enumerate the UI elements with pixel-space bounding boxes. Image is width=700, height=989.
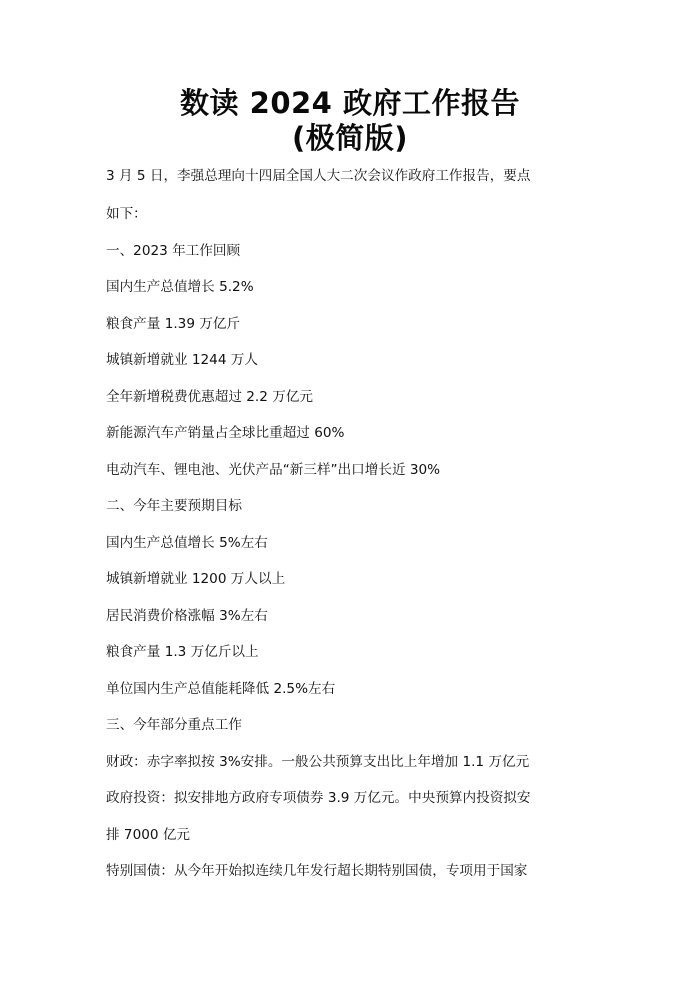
section-heading-targets: 二、今年主要预期目标 (106, 498, 242, 514)
list-item: 居民消费价格涨幅 3%左右 (106, 608, 268, 624)
list-item: 财政：赤字率拟按 3%安排。一般公共预算支出比上年增加 1.1 万亿元 (106, 754, 530, 770)
list-item: 粮食产量 1.3 万亿斤以上 (106, 644, 259, 660)
list-item: 城镇新增就业 1244 万人 (106, 352, 258, 368)
list-item: 政府投资：拟安排地方政府专项债券 3.9 万亿元。中央预算内投资拟安 (106, 790, 531, 806)
doc-subtitle: (极简版) (291, 121, 408, 155)
intro-text: 3 月 5 日，李强总理向十四届全国人大二次会议作政府工作报告，要点 (106, 168, 531, 184)
section-heading-priorities: 三、今年部分重点工作 (106, 717, 242, 733)
list-item: 单位国内生产总值能耗降低 2.5%左右 (106, 681, 336, 697)
list-item: 城镇新增就业 1200 万人以上 (106, 571, 286, 587)
list-item: 特别国债：从今年开始拟连续几年发行超长期特别国债，专项用于国家 (106, 863, 528, 879)
list-item: 排 7000 亿元 (106, 827, 191, 843)
list-item: 电动汽车、锂电池、光伏产品“新三样”出口增长近 30% (106, 462, 441, 478)
section-heading-review: 一、2023 年工作回顾 (106, 243, 241, 259)
doc-title: 数读 2024 政府工作报告 (180, 86, 520, 120)
list-item: 全年新增税费优惠超过 2.2 万亿元 (106, 389, 313, 405)
list-item: 新能源汽车产销量占全球比重超过 60% (106, 425, 345, 441)
list-item: 国内生产总值增长 5.2% (106, 279, 254, 295)
intro-text-cont: 如下： (106, 206, 147, 222)
list-item: 粮食产量 1.39 万亿斤 (106, 316, 241, 332)
list-item: 国内生产总值增长 5%左右 (106, 535, 268, 551)
